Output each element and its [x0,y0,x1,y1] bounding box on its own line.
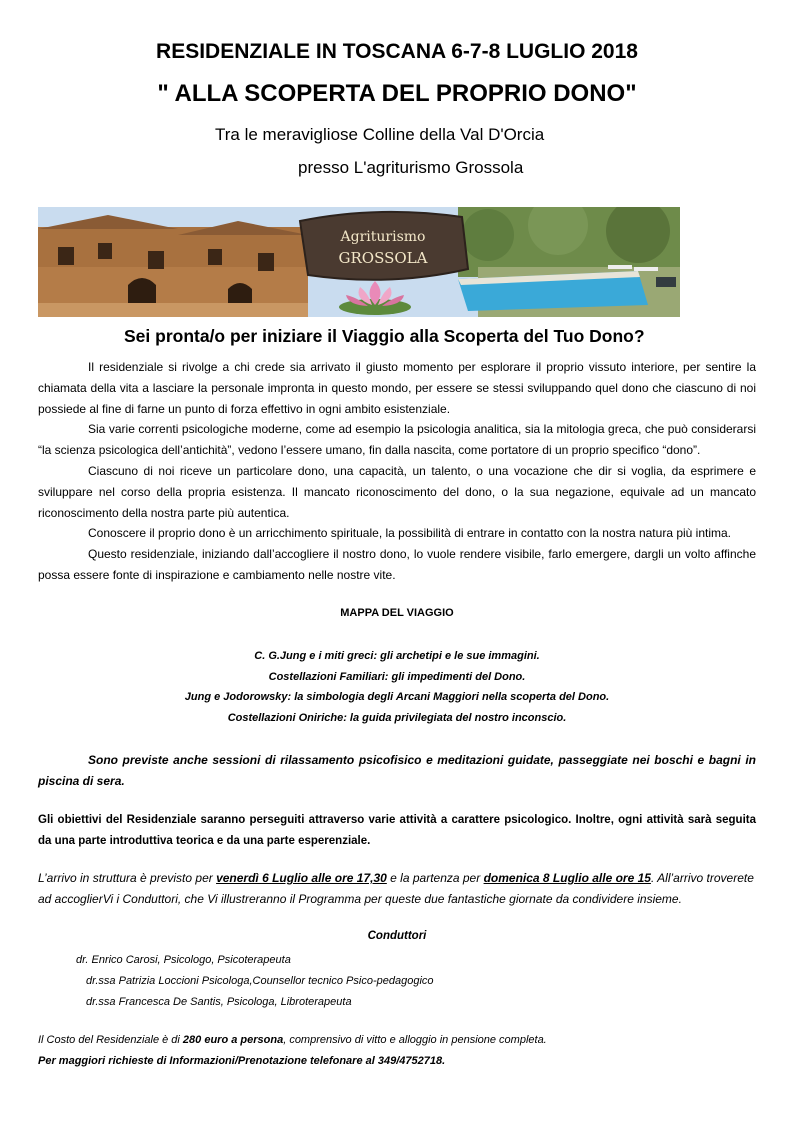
cost-details: , comprensivo di vitto e alloggio in pensione completa. [283,1034,547,1046]
arrival-info [38,868,756,909]
intro-section [38,357,756,586]
objectives-text: Gli obiettivi del Residenziale saranno perseguiti attraverso varie attività a carattere psicologico. Inoltre, ogni attività sarà seguita da una parte introduttiva teorica e da una parte esperenziale. [38,814,756,847]
map-item: C. G.Jung e i miti greci: gli archetipi e le sue immagini. [254,650,540,662]
document-title: RESIDENZIALE IN TOSCANA 6-7-8 LUGLIO 2018 [156,40,638,63]
arrival-closing-text: . All’arrivo troverete ad accoglierVi i Conduttori, che Vi illustreranno il Programma per queste due fantastiche giornate da condividere insieme. [38,871,754,906]
cost-text: Il Costo del Residenziale è di [38,1034,183,1046]
conductors-title: Conduttori [367,930,427,942]
sign-text-line1: Agriturismo [340,229,426,245]
banner-illustration [38,207,680,317]
map-item: Costellazioni Familiari: gli impedimenti del Dono. [268,670,526,683]
departure-text: e la partenza per [386,871,484,885]
cost-amount: 280 euro a persona [182,1034,284,1046]
map-item: Costellazioni Oniriche: la guida privilegiata del nostro inconscio. [227,711,567,724]
map-list [0,646,794,728]
departure-date: domenica 8 Luglio alle ore 15 [483,871,651,885]
extra-activities-text: Sono previste anche sessioni di rilassamento psicofisico e meditazioni guidate, passeggiate nei boschi e bagni in piscina di sera. [38,753,756,788]
conductor-item: dr.ssa Patrizia Loccioni Psicologa,Counsellor tecnico Psico-pedagogico [86,975,434,987]
conductor-item: dr. Enrico Carosi, Psicologo, Psicoterapeuta [76,954,291,966]
intro-paragraph: Ciascuno di noi riceve un particolare dono, una capacità, un talento, o una vocazione che dir si voglia, da esprimere e sviluppare nel corso della propria esistenza. Il mancato riconoscimento del dono, o la sua negazione, equivale ad un mancato riconoscimento della nostra parte più autentica. [38,463,756,520]
intro-paragraph: Il residenziale si rivolge a chi crede sia arrivato il giusto momento per esplorare il proprio vissuto interiore, per sentire la chiamata della vita a lasciare la personale impronta in questo mondo, per essere se stessi sviluppando quel dono che ciascuno di noi possiede al fine di farne un punto di forza effettivo in ogni ambito esistenziale. [38,360,756,416]
intro-paragraph: Questo residenziale, iniziando dall’accogliere il nostro dono, lo vuole rendere visibile, farlo emergere, dargli un volto affinche possa essere fonte di inspirazione e cambiamento nelle nostre vite. [38,547,756,582]
location-subtitle: Tra le meravigliose Colline della Val D'Orcia [215,125,545,144]
map-item: Jung e Jodorowsky: la simbologia degli Arcani Maggiori nella scoperta del Dono. [184,691,610,703]
cost-info [38,1034,547,1046]
arrival-date: venerdì 6 Luglio alle ore 17,30 [216,871,387,885]
venue-subtitle: presso L'agriturismo Grossola [298,158,524,177]
sign-text-line2: GROSSOLA [338,249,428,267]
arrival-text: L’arrivo in struttura è previsto per [38,871,217,885]
contact-info: Per maggiori richieste di Informazioni/Prenotazione telefonare al 349/4752718. [38,1055,446,1067]
intro-paragraph: Conoscere il proprio dono è un arricchimento spirituale, la possibilità di entrare in contatto con la nostra natura più intima. [88,526,732,541]
event-title: " ALLA SCOPERTA DEL PROPRIO DONO" [157,80,637,107]
map-section-title: MAPPA DEL VIAGGIO [340,607,454,619]
agriturismo-banner-image [38,207,680,317]
conductor-item: dr.ssa Francesca De Santis, Psicologa, Libroterapeuta [86,996,352,1008]
headline-question: Sei pronta/o per iniziare il Viaggio alla Scoperta del Tuo Dono? [124,326,645,346]
intro-paragraph: Sia varie correnti psicologiche moderne, come ad esempio la psicologia analitica, sia la mitologia greca, che può considerarsi “la scienza psicologica dell’antichità”, vedono l’essere umano, fin dalla nascita, come portatore di un proprio specifico “dono”. [38,422,756,458]
